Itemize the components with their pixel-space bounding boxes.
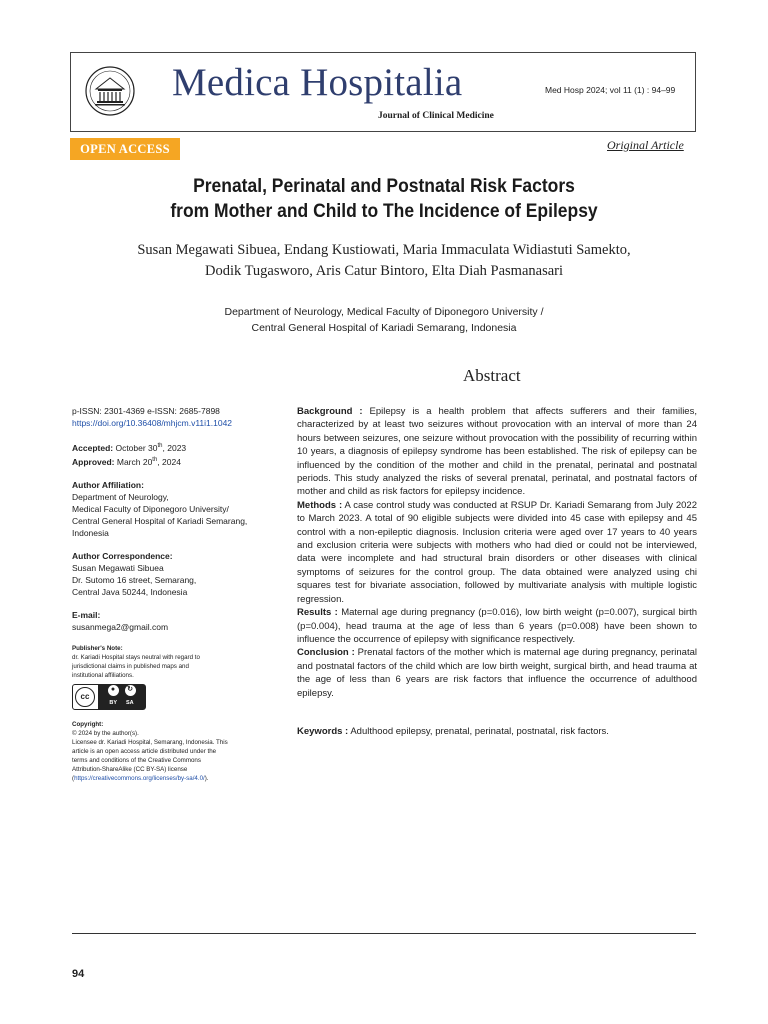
author-line: Susan Megawati Sibuea, Endang Kustiowati, Maria Immaculata Widiastuti Samekto, <box>137 242 631 258</box>
abstract-body <box>297 405 697 700</box>
accepted-date-year: , 2023 <box>162 442 187 453</box>
background-label: Background : <box>297 406 363 417</box>
affiliation-line: Department of Neurology, Medical Faculty of Diponegoro University / <box>224 306 544 318</box>
cc-by-label: BY <box>109 699 117 706</box>
footer-divider <box>72 933 696 934</box>
accepted-label: Accepted: <box>72 442 114 453</box>
conclusion-text: Prenatal factors of the mother which is maternal age during pregnancy, perinatal and postnatal factors of the child which are low birth weight, surgical birth, and head trauma at the age of less than 6 years are risk factors that influence the occurrence of adulthood epilepsy. <box>297 647 697 699</box>
approved-date-year: , 2024 <box>157 456 181 467</box>
open-access-badge: OPEN ACCESS <box>70 138 180 160</box>
journal-name: Medica Hospitalia <box>172 61 463 104</box>
email-address[interactable]: susanmega2@gmail.com <box>72 621 169 632</box>
article-sidebar <box>72 405 272 794</box>
hospital-logo-icon <box>84 65 136 117</box>
license-url-line <box>72 774 272 783</box>
correspondence-line: Susan Megawati Sibuea <box>72 562 164 573</box>
copyright-line: article is an open access article distributed under the <box>72 747 217 755</box>
affiliation-line: Central General Hospital of Kariadi Semarang, Indonesia <box>251 322 517 334</box>
keywords <box>297 726 697 737</box>
copyright-label: Copyright: <box>72 720 104 728</box>
page-number: 94 <box>72 968 85 980</box>
author-list <box>70 240 698 282</box>
abstract-results <box>297 606 697 646</box>
publisher-note-label: Publisher's Note: <box>72 644 123 652</box>
accepted-date-suffix: th <box>157 443 163 449</box>
abstract-conclusion <box>297 646 697 700</box>
license-url-link[interactable]: https://creativecommons.org/licenses/by-sa/4.0/ <box>74 774 205 782</box>
correspondence-line: Dr. Sutomo 16 street, Semarang, <box>72 574 197 585</box>
institution-affiliation <box>70 304 698 336</box>
accepted-date <box>72 440 272 454</box>
copyright-line: terms and conditions of the Creative Commons <box>72 756 201 764</box>
results-text: Maternal age during pregnancy (p=0.016), low birth weight (p=0.007), surgical birth (p=0.004), head trauma at the age of less than 6 years (p=0.008) have been shown to influence the occurrence of epilepsy with significance respectively. <box>297 607 698 645</box>
sidebar-affiliation-line: Medical Faculty of Diponegoro University/ <box>72 503 229 514</box>
conclusion-label: Conclusion : <box>297 647 355 659</box>
license-paren-open: ( <box>72 774 75 782</box>
keywords-label: Keywords : <box>297 726 349 737</box>
journal-subtitle: Journal of Clinical Medicine <box>378 111 494 121</box>
copyright-line: Attribution-ShareAlike (CC BY-SA) license <box>72 765 188 773</box>
article-title-line: from Mother and Child to The Incidence of Epilepsy <box>170 201 598 222</box>
abstract-methods <box>297 499 697 606</box>
cc-sa-label: SA <box>126 699 134 706</box>
abstract-background <box>297 405 697 499</box>
email-label: E-mail: <box>72 609 101 620</box>
publisher-note-line: institutional affiliations. <box>72 671 134 679</box>
sidebar-affiliation-line: Central General Hospital of Kariadi Semarang, <box>72 515 248 526</box>
publisher-note-line: dr. Kariadi Hospital stays neutral with regard to <box>72 653 200 661</box>
results-label: Results : <box>297 607 338 619</box>
approved-date-value: March 20 <box>114 456 153 467</box>
approved-date <box>72 454 272 468</box>
approved-date-suffix: th <box>152 456 158 463</box>
cc-by-sa-panel <box>98 685 145 709</box>
doi-link[interactable]: https://doi.org/10.36408/mhjcm.v11i1.1042 <box>72 418 233 428</box>
author-correspondence-label: Author Correspondence: <box>72 550 173 561</box>
copyright-line: Licensee dr. Kariadi Hospital, Semarang, Indonesia. This <box>72 738 228 746</box>
issn-text: p-ISSN: 2301-4369 e-ISSN: 2685-7898 <box>72 406 220 416</box>
author-affiliation-label: Author Affiliation: <box>72 479 144 490</box>
copyright-line: © 2024 by the author(s). <box>72 729 139 737</box>
accepted-date-value: October 30 <box>113 442 158 453</box>
abstract-heading: Abstract <box>463 366 521 385</box>
keywords-text: Adulthood epilepsy, prenatal, perinatal, postnatal, risk factors. <box>348 726 609 737</box>
background-text: Epilepsy is a health problem that affects sufferers and their families, characterized by at least two seizures without provocation with an interval of more than 24 hours between seizures, one seizure without provocation with the possibility of recurring within 10 years, a diagnosis of epilepsy syndrome has been established. The risk of epilepsy can be influenced by the condition of the mother and child in the prenatal, perinatal and postnatal periods. This study analyzed the risks of several prenatal, perinatal, and postnatal factors of mother and child as risk factors for epilepsy incidence. <box>297 406 697 498</box>
author-line: Dodik Tugasworo, Aris Catur Bintoro, Elta Diah Pasmanasari <box>204 263 564 279</box>
article-title <box>95 174 673 224</box>
correspondence-line: Central Java 50244, Indonesia <box>72 586 188 597</box>
sidebar-affiliation-line: Department of Neurology, <box>72 491 169 502</box>
methods-label: Methods : <box>297 499 343 511</box>
citation-info: Med Hosp 2024; vol 11 (1) : 94–99 <box>545 85 676 95</box>
cc-license-badge[interactable] <box>72 684 146 710</box>
methods-text: A case control study was conducted at RSUP Dr. Kariadi Semarang from July 2022 to March 2023. A total of 90 eligible subjects were divided into 45 case with epilepsy and 45 control with a non-epileptic diagnosis. Inclusion criteria were aged over 17 years to 40 years and exclusion criteria were subjects with mothers who had died or could not be interviewed, data were incomplete and had structural brain disorders or other diseases with clinical symptoms of seizures for the control group. The data obtained were analyzed using chi squares test for bivariate association, followed by multivariate analysis with multiple logistic regression. <box>297 499 697 605</box>
publisher-note-line: jurisdictional claims in published maps and <box>72 662 189 670</box>
attribution-icon: ● <box>108 685 119 696</box>
article-title-line: Prenatal, Perinatal and Postnatal Risk Factors <box>193 176 575 197</box>
share-alike-icon: ↻ <box>125 685 136 696</box>
creative-commons-icon: cc <box>75 687 95 707</box>
sidebar-affiliation-line: Indonesia <box>72 527 109 538</box>
license-paren-close: ). <box>204 774 209 782</box>
article-type-label: Original Article <box>607 138 684 152</box>
approved-label: Approved: <box>72 456 115 467</box>
